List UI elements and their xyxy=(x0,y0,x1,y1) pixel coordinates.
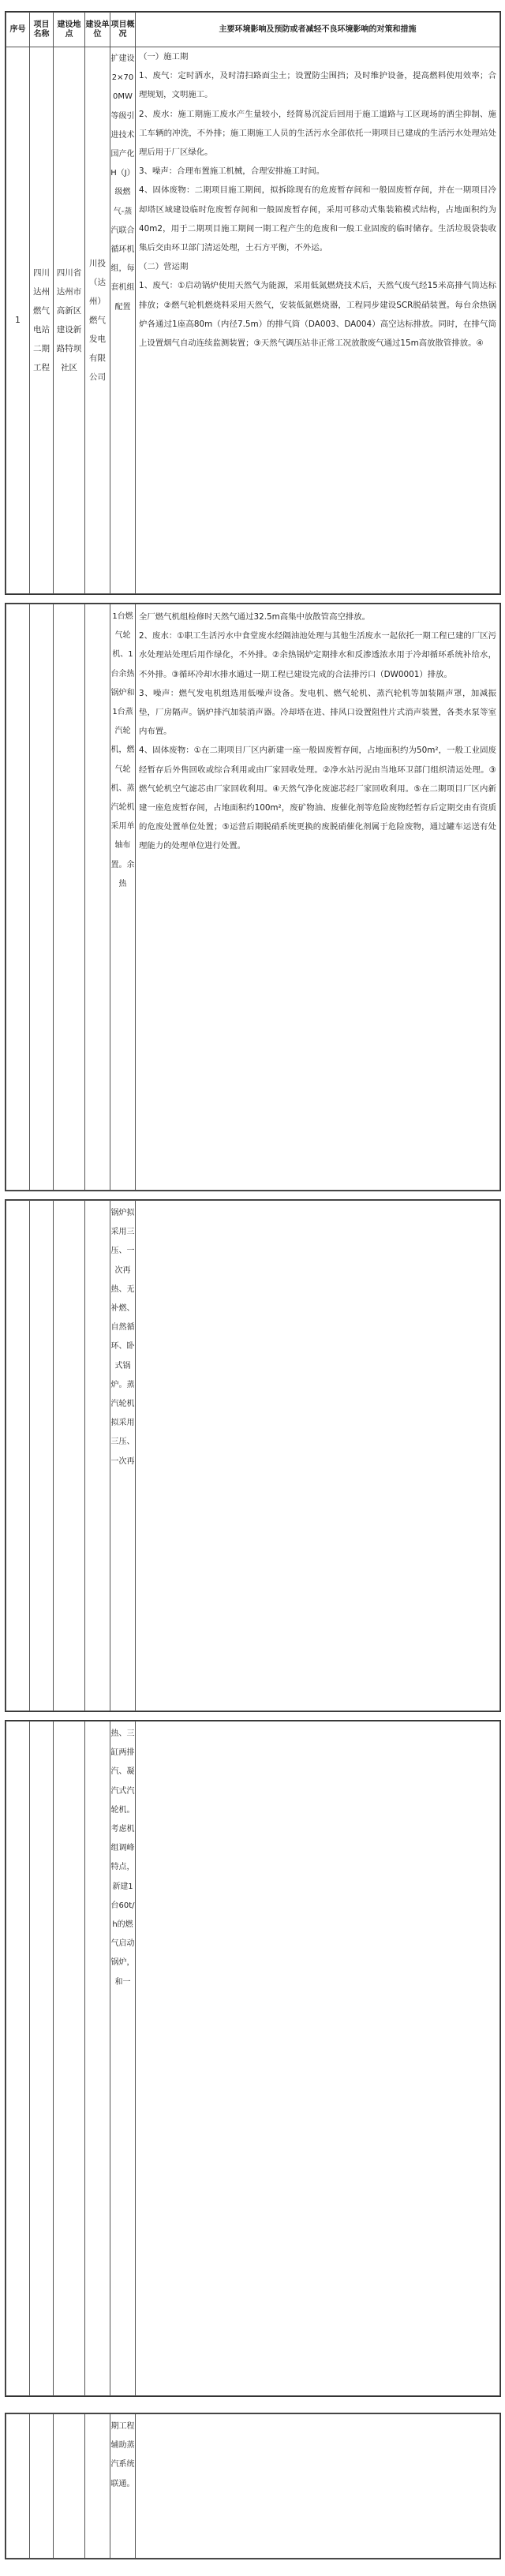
row-overview-cell xyxy=(110,1722,136,2396)
header-overview: 项目概况 xyxy=(110,13,136,47)
table-page-3 xyxy=(5,1199,501,1712)
measure-para: 4、固体废物：①在二期项目厂区内新建一座一般固废暂存间，占地面积约为50m²，一般工业固废经暂存后外售回收或综合利用或由厂家回收处理。②净水站污泥由当地环卫部门组织清运处理。③燃气轮机空气滤芯由厂家回收利用。④天然气净化废滤芯经厂家回收利用。⑤在二期项目厂区内新建一座危废暂存间，占地面积约100m²，废矿物油、废催化剂等危险废物经暂存后定期交由有资质的危废处置单位处置；⑤运营后期脱硝系统更换的废脱硝催化剂属于危险废物，通过罐车运送有处理能力的处理单位进行处置。 xyxy=(139,746,496,851)
header-place: 建设地点 xyxy=(54,13,85,47)
row-measures-cell xyxy=(136,604,500,1191)
measure-para: 4、固体废物：二期项目施工期间，拟拆除现有的危废暂存间和一般固废暂存间，并在一期项目冷却塔区域建设临时危废暂存间和一般固废暂存间，采用可移动式集装箱模式结构，占地面积约为40m2，用于二期项目施工期间一期工程产生的危废和一般工业固废的临时储存。生活垃圾袋装收集后交由环卫部门清运处理，土石方平衡，不外运。 xyxy=(139,185,496,253)
overview-text: 锅炉拟采用三压、一次再热、无补燃、自然循环、卧式锅炉。蒸汽轮机拟采用三压、一次再 xyxy=(110,1209,135,1466)
measure-para: 1、废气：①启动锅炉使用天然气为能源，采用低氮燃烧技术后，天然气废气经15米高排气筒达标排放；②燃气轮机燃烧料采用天然气，安装低氮燃烧器，工程同步建设SCR脱硝装置。每台余热锅炉各通过1座高80m（内径7.5m）的排气筒（DA003、DA004）高空达标排放。同时，在排气筒上设置烟气自动连续监测装置；③天然气调压站非正常工况放散废气通过15m高放散管排放。④ xyxy=(139,281,496,349)
header-unit: 建设单位 xyxy=(85,13,110,47)
row-place-cell xyxy=(54,47,85,594)
table-page-4 xyxy=(5,1720,501,2397)
row-place: 四川省达州市高新区建设新路特坝社区 xyxy=(56,268,82,372)
measure-para: 3、噪声：燃气发电机组选用低噪声设备。发电机、燃气轮机、蒸汽轮机等加装隔声罩，加减振垫，厂房隔声。锅炉排汽加装消声器。冷却塔在进、排风口设置阻性片式消声装置，各类水泵等室内布置。 xyxy=(139,688,496,737)
row-measures-cell xyxy=(136,47,500,594)
measure-para: 2、废水：①职工生活污水中食堂废水经隔油池处理与其他生活废水一起依托一期工程已建的厂区污水处理站处理后用作绿化，不外排。②余热锅炉定期排水和反渗透浓水用于冷却循环系统补给水，不外排。③循环冷却水排水通过一期工程已建设完成的合法排污口（DW0001）排放。 xyxy=(139,631,496,679)
row-unit: 川投（达州）燃气发电有限公司 xyxy=(89,259,106,382)
table-page-2 xyxy=(5,603,501,1191)
table-row xyxy=(6,47,500,594)
measure-para: 2、废水：施工期施工废水产生量较小，经简易沉淀后回用于施工道路与工区现场的洒尘抑制、施工车辆的冲洗，不外排；施工期施工人员的生活污水全部依托一期项目已建成的生活污水处理站处理后用于厂区绿化。 xyxy=(139,109,496,158)
row-name: 四川达州燃气电站二期工程 xyxy=(33,268,50,372)
row-overview-cell xyxy=(110,604,136,1191)
row-overview-cell xyxy=(110,47,136,594)
table-row xyxy=(6,1722,500,2396)
header-no: 序号 xyxy=(6,13,30,47)
row-no: 1 xyxy=(6,47,30,594)
header-name: 项目名称 xyxy=(30,13,54,47)
eia-table xyxy=(6,12,500,594)
overview-text: 扩建设2×700MW等级引进技术国产化H（J）级燃气-蒸汽联合循环机组，每套机组配置 xyxy=(110,54,135,312)
table-row xyxy=(6,2414,500,2559)
measure-para: 1、废气：定时洒水，及时清扫路面尘土；设置防尘围挡；及时维护设备，提高燃料使用效率；合理规划，文明施工。 xyxy=(139,71,496,100)
measure-para: （一）施工期 xyxy=(139,52,189,62)
overview-text: 热、三缸两排汽、凝汽式汽轮机。考虑机组调峰特点，新建1台60t/h的燃气启动锅炉，和一 xyxy=(110,1729,135,1987)
overview-text: 1台燃气轮机、1台余热锅炉和1台蒸汽轮机，燃气轮机、蒸汽轮机采用单轴布置。余热 xyxy=(110,612,135,888)
row-overview-cell xyxy=(110,2414,136,2559)
row-overview-cell xyxy=(110,1201,136,1711)
row-name-cell xyxy=(30,47,54,594)
measure-para: 3、噪声：合理布置施工机械，合理安排施工时间。 xyxy=(139,166,325,177)
row-unit-cell xyxy=(85,47,110,594)
table-row xyxy=(6,1201,500,1711)
table-page-1 xyxy=(5,11,501,595)
table-header-row xyxy=(6,13,500,47)
table-page-5 xyxy=(5,2413,501,2559)
measure-para: （二）营运期 xyxy=(139,262,189,272)
overview-text: 期工程辅助蒸汽系统联通。 xyxy=(110,2422,135,2488)
header-measures: 主要环境影响及预防或者减轻不良环境影响的对策和措施 xyxy=(136,13,500,47)
table-row xyxy=(6,604,500,1191)
measure-para: 全厂燃气机组检修时天然气通过32.5m高集中放散管高空排放。 xyxy=(139,612,371,622)
